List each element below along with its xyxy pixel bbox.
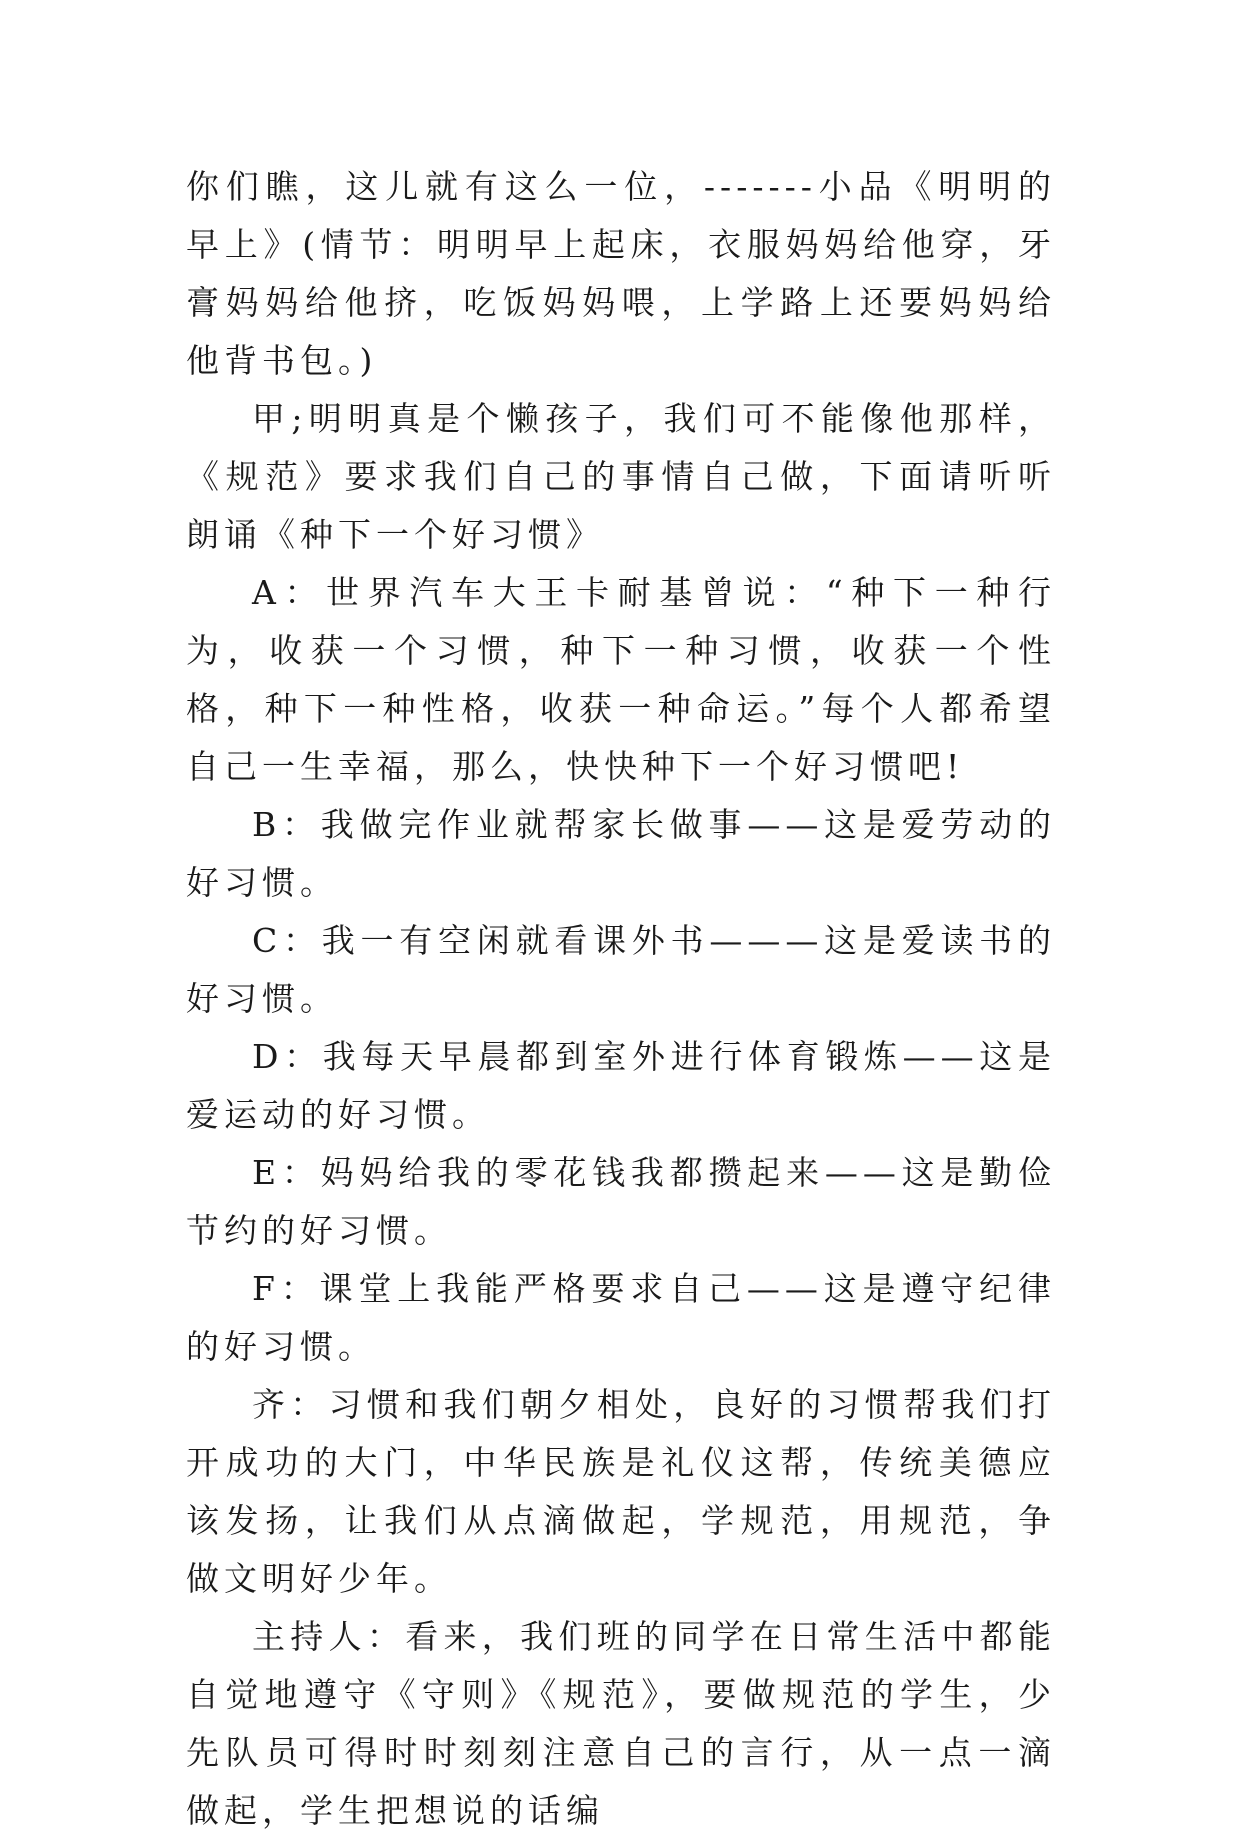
paragraph-jia: 甲;明明真是个懒孩子，我们可不能像他那样，《规范》要求我们自己的事情自己做，下面请听听朗诵《种下一个好习惯》	[186, 399, 1056, 554]
body-text	[186, 158, 1056, 1840]
paragraph-e: E：妈妈给我的零花钱我都攒起来——这是勤俭节约的好习惯。	[186, 1153, 1056, 1250]
paragraph-qi: 齐：习惯和我们朝夕相处，良好的习惯帮我们打开成功的大门，中华民族是礼仪这帮，传统美德应该发扬，让我们从点滴做起，学规范，用规范，争做文明好少年。	[186, 1385, 1056, 1598]
paragraph-a: A：世界汽车大王卡耐基曾说：“种下一种行为，收获一个习惯，种下一种习惯，收获一个性格，种下一种性格，收获一种命运。”每个人都希望自己一生幸福，那么，快快种下一个好习惯吧!	[186, 573, 1056, 786]
paragraph-f: F：课堂上我能严格要求自己——这是遵守纪律的好习惯。	[186, 1269, 1056, 1366]
paragraph-b: B：我做完作业就帮家长做事——这是爱劳动的好习惯。	[186, 805, 1056, 902]
paragraph-host: 主持人：看来，我们班的同学在日常生活中都能自觉地遵守《守则》《规范》，要做规范的学生，少先队员可得时时刻刻注意自己的言行，从一点一滴做起，学生把想说的话编	[186, 1617, 1056, 1830]
paragraph-d: D：我每天早晨都到室外进行体育锻炼——这是爱运动的好习惯。	[186, 1037, 1056, 1134]
paragraph-intro: 你们瞧，这儿就有这么一位，-------小品《明明的早上》(情节：明明早上起床，衣服妈妈给他穿，牙膏妈妈给他挤，吃饭妈妈喂，上学路上还要妈妈给他背书包。)	[186, 167, 1056, 380]
paragraph-c: C：我一有空闲就看课外书———这是爱读书的好习惯。	[186, 921, 1056, 1018]
